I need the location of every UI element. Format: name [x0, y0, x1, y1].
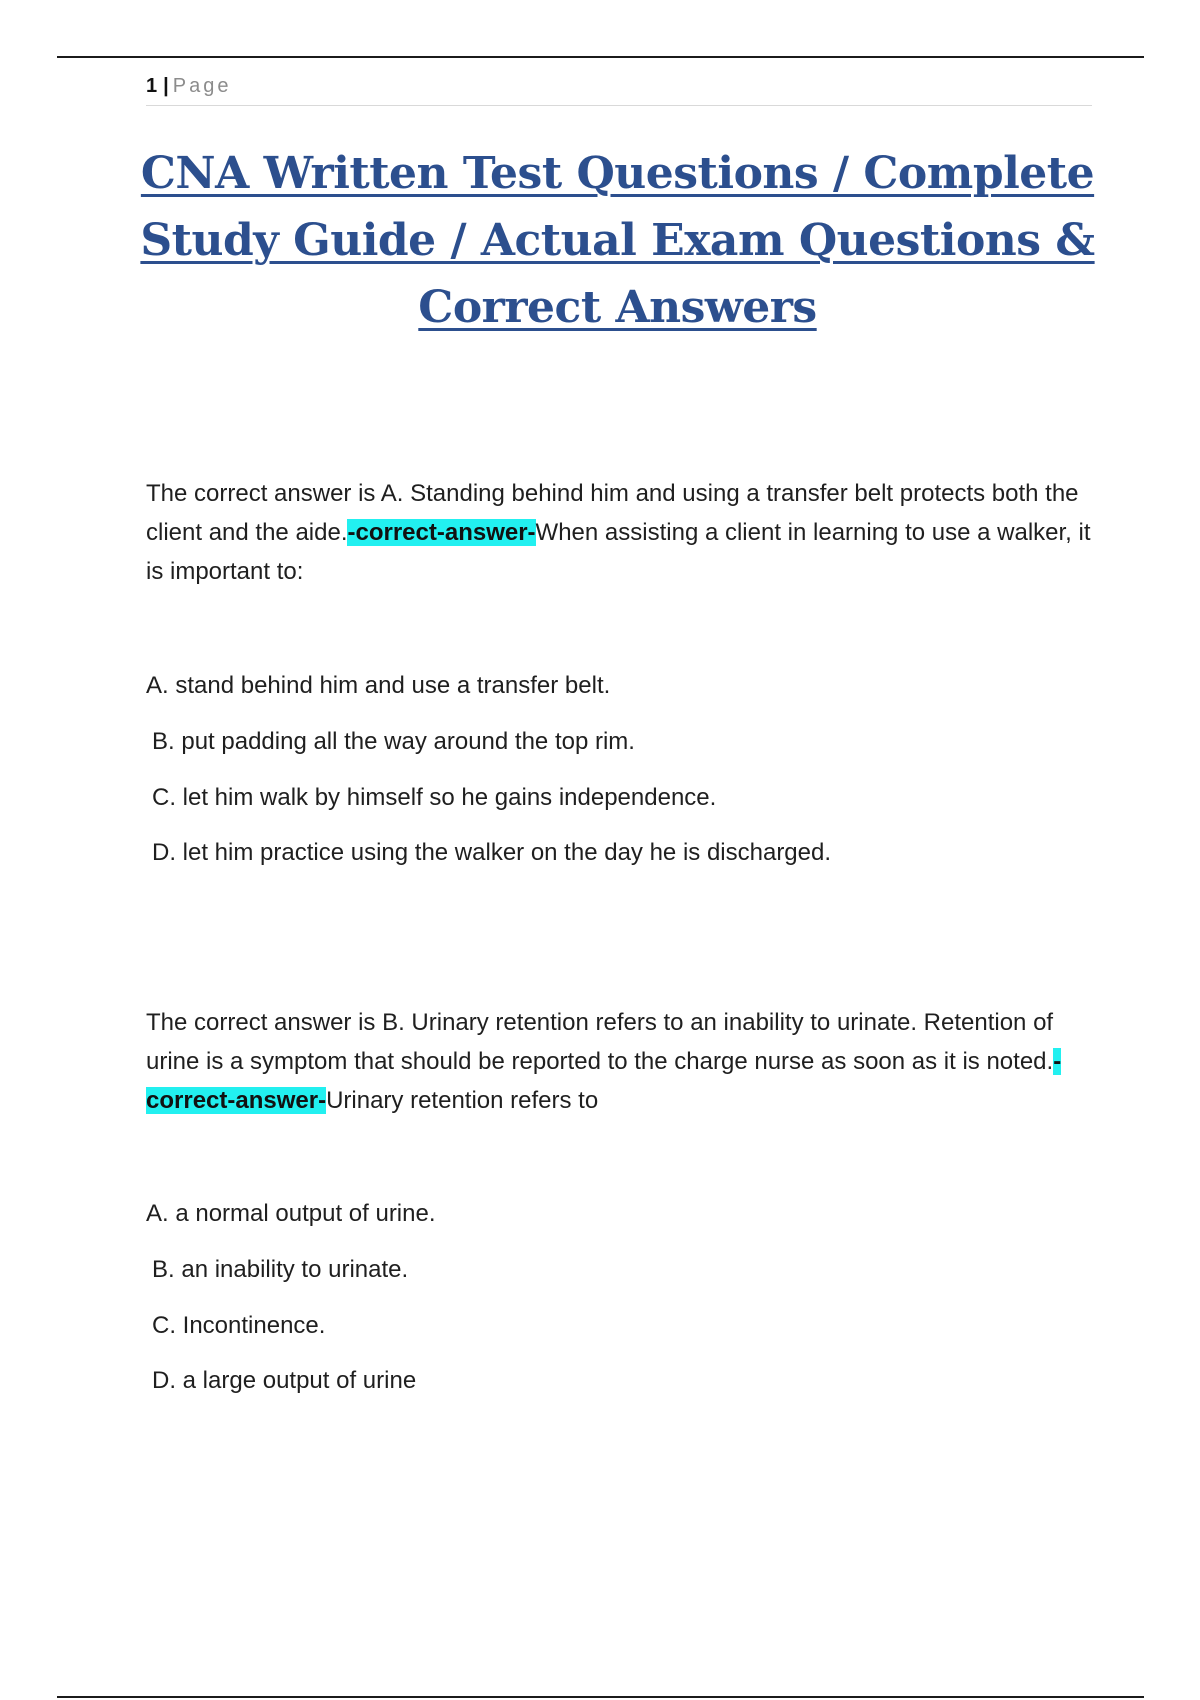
title-line-2: Study Guide / Actual Exam Questions & [140, 215, 1095, 266]
page-label: Page [172, 75, 232, 97]
document-title [130, 140, 1105, 341]
question-prompt: Urinary retention refers to [326, 1087, 599, 1114]
question-block-1 [146, 474, 1106, 591]
page-number: 1 [146, 75, 158, 97]
top-rule [57, 56, 1144, 58]
option-c: C. let him walk by himself so he gains independence. [152, 784, 717, 811]
page-header [146, 73, 1092, 106]
correct-answer-marker: -correct-answer- [347, 519, 536, 546]
page-separator: | [163, 75, 169, 97]
bottom-rule [57, 1696, 1144, 1698]
title-line-3: Correct Answers [418, 282, 817, 333]
previous-answer-explanation: The correct answer is A. Standing behind him and using a transfer belt protects both the client and the aide. [146, 480, 1079, 546]
previous-answer-explanation: The correct answer is B. Urinary retention refers to an inability to urinate. Retention of urine is a symptom that should be reported to the charge nurse as soon as it is noted. [146, 1009, 1054, 1075]
question-block-2 [146, 1003, 1106, 1120]
option-c: C. Incontinence. [152, 1312, 326, 1339]
title-line-1: CNA Written Test Questions / Complete [140, 148, 1095, 199]
option-b: B. an inability to urinate. [152, 1256, 409, 1283]
option-d: D. a large output of urine [152, 1367, 417, 1394]
option-d: D. let him practice using the walker on the day he is discharged. [152, 839, 832, 866]
correct-answer-marker: -correct-answer- [146, 1048, 1062, 1114]
option-b: B. put padding all the way around the top rim. [152, 728, 635, 755]
question-prompt: When assisting a client in learning to use a walker, it is important to: [146, 519, 1091, 585]
option-a: A. a normal output of urine. [146, 1200, 436, 1227]
option-a: A. stand behind him and use a transfer belt. [146, 672, 611, 699]
